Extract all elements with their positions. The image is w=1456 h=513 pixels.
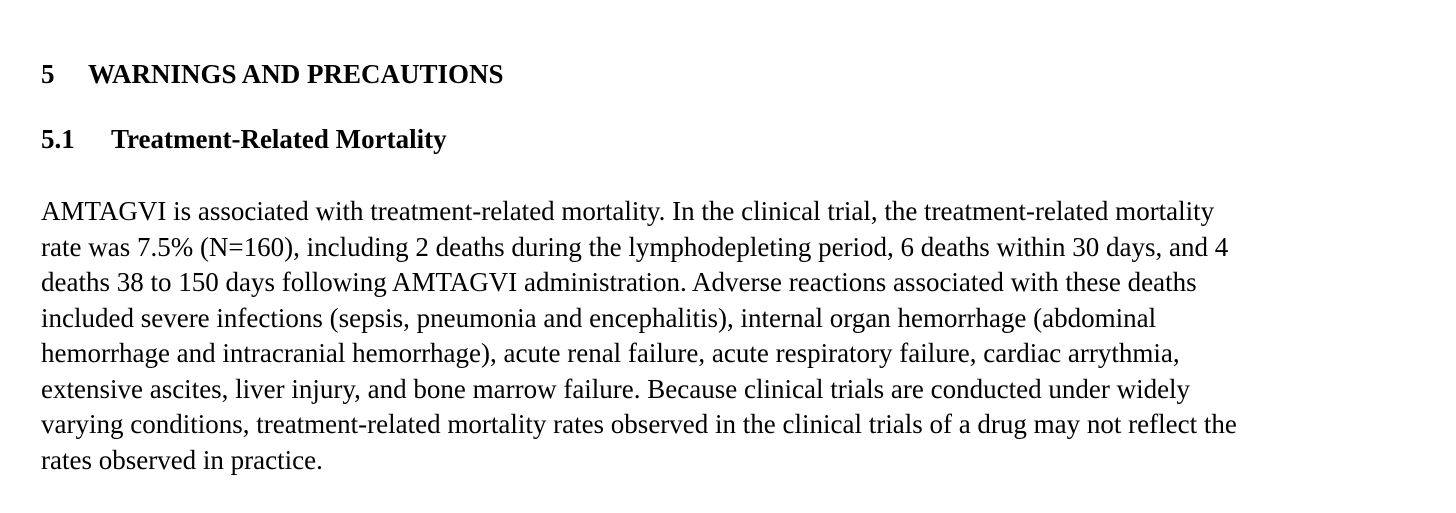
paragraph-line: included severe infections (sepsis, pneumonia and encephalitis), internal organ hemorrhage (abdominal (41, 302, 1157, 333)
paragraph-line: AMTAGVI is associated with treatment-related mortality. In the clinical trial, the treatment-related mortality (41, 196, 1215, 226)
section-number: 5 (41, 59, 55, 89)
body-paragraph (41, 194, 1441, 478)
subsection-number: 5.1 (41, 124, 75, 154)
paragraph-line: deaths 38 to 150 days following AMTAGVI administration. Adverse reactions associated with these deaths (41, 267, 1197, 297)
paragraph-line: rates observed in practice. (41, 444, 323, 475)
paragraph-line: varying conditions, treatment-related mortality rates observed in the clinical trials of a drug may not reflect the (41, 409, 1237, 439)
subsection-title: Treatment-Related Mortality (111, 124, 447, 154)
paragraph-line: extensive ascites, liver injury, and bone marrow failure. Because clinical trials are conducted under widely (41, 373, 1191, 404)
paragraph-line: rate was 7.5% (N=160), including 2 deaths during the lymphodepleting period, 6 deaths within 30 days, and 4 (41, 231, 1229, 262)
section-title: WARNINGS AND PRECAUTIONS (88, 59, 504, 89)
paragraph-line: hemorrhage and intracranial hemorrhage), acute renal failure, acute respiratory failure, cardiac arrythmia, (41, 338, 1180, 368)
subsection-heading (41, 121, 447, 157)
section-heading (41, 56, 504, 92)
